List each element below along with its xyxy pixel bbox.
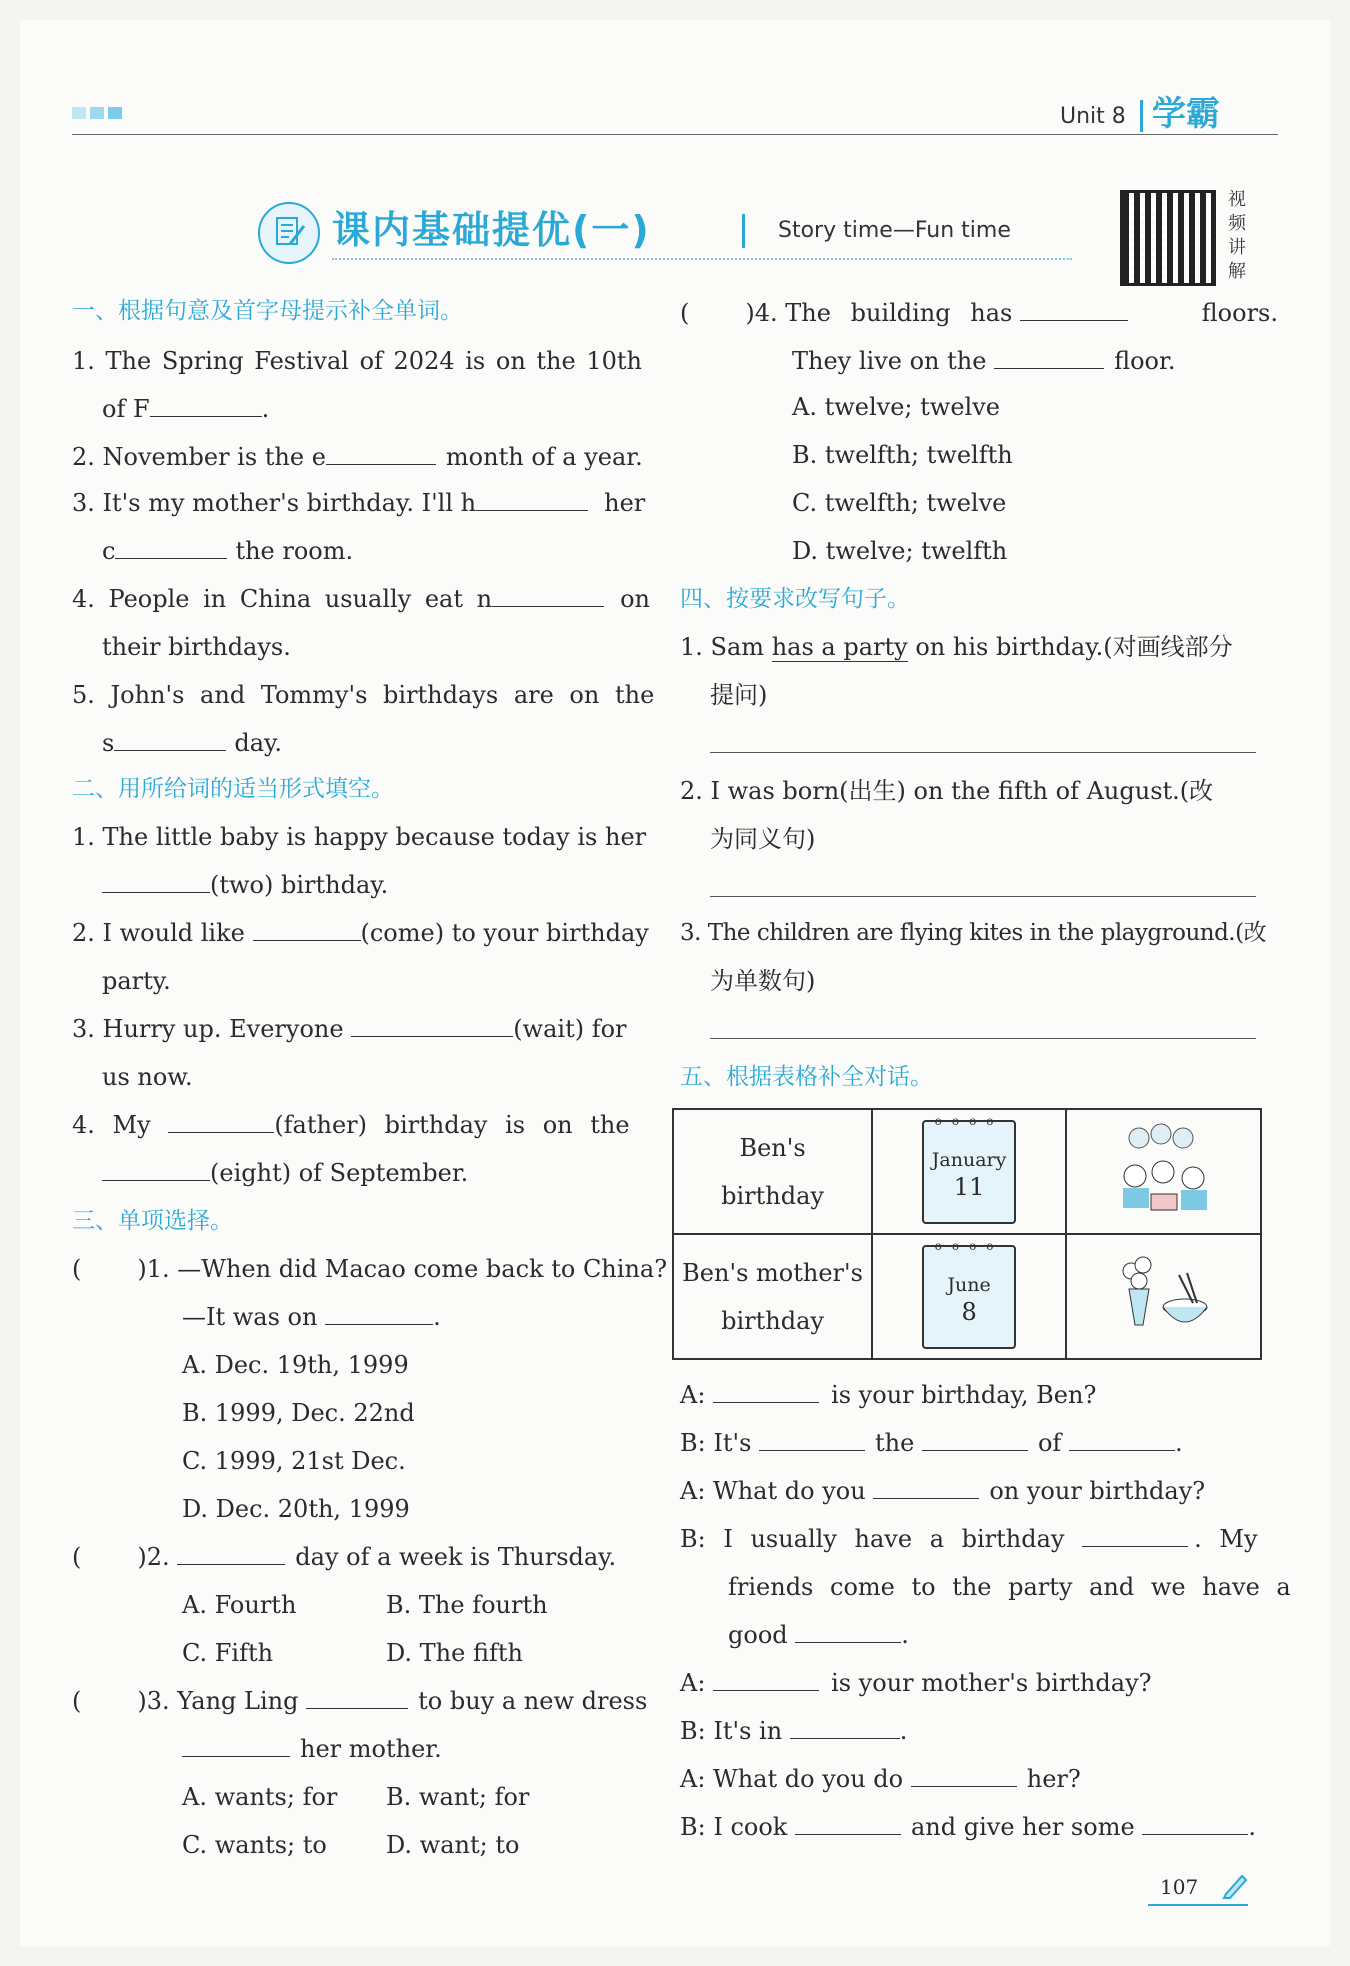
pencil-note-icon [258, 202, 320, 264]
blank[interactable] [150, 394, 262, 417]
p2-q4-line2: (eight) of September. [102, 1158, 468, 1188]
answer-line-3[interactable] [710, 1038, 1256, 1039]
mcq-3-stem-2: her mother. [182, 1734, 442, 1764]
qr-code[interactable] [1120, 190, 1216, 286]
p2-q2-line2: party. [102, 967, 171, 995]
underlined-phrase: has a party [771, 633, 908, 661]
row2-day: 8 [961, 1297, 977, 1326]
p1-q4-line1: 4. People in China usually eat n on [72, 585, 650, 613]
blank[interactable] [1082, 1524, 1188, 1547]
section-2-heading: 二、用所给词的适当形式填空。 [72, 776, 394, 802]
blank[interactable] [325, 1302, 433, 1325]
p4-q1-line2: 提问) [710, 681, 768, 709]
p1-q2: 2. November is the e month of a year. [72, 443, 643, 471]
p1-q4-line2: their birthdays. [102, 633, 291, 661]
unit-label: Unit 8 [1060, 104, 1126, 129]
row2-month: June [947, 1273, 991, 1296]
mcq-1-stem-2: —It was on . [182, 1303, 441, 1331]
mcq-2-option-b[interactable]: B. The fourth [386, 1591, 548, 1619]
p4-q3-line1: 3. The children are flying kites in the playground.(改 [680, 920, 1267, 946]
p2-q1-line2: (two) birthday. [102, 870, 388, 900]
mcq-3-option-d[interactable]: D. want; to [386, 1831, 520, 1859]
dialogue-4-line1: B: I usually have a birthday . My [680, 1525, 1258, 1553]
header-bar-divider [1140, 100, 1143, 132]
blank[interactable] [351, 1014, 513, 1037]
answer-line-1[interactable] [710, 752, 1256, 753]
section-3-heading: 三、单项选择。 [72, 1208, 233, 1234]
mcq-1-stem: ( )1. —When did Macao come back to China? [72, 1255, 668, 1283]
p2-q2-line1: 2. I would like (come) to your birthday [72, 919, 649, 947]
page-subtitle: Story time—Fun time [778, 218, 1011, 243]
row2-calendar: oooo June 8 [872, 1234, 1066, 1359]
dialogue-6: B: It's in . [680, 1717, 908, 1745]
p2-q4-line1: 4. My (father) birthday is on the [72, 1111, 630, 1139]
mcq-2-stem: ( )2. day of a week is Thursday. [72, 1543, 617, 1571]
mcq-1-option-d[interactable]: D. Dec. 20th, 1999 [182, 1495, 410, 1523]
p1-q5-line1: 5. John's and Tommy's birthdays are on the [72, 681, 655, 709]
blank[interactable] [713, 1380, 819, 1403]
blank[interactable] [115, 536, 227, 559]
row1-day: 11 [953, 1172, 985, 1201]
mcq-3-option-b[interactable]: B. want; for [386, 1783, 530, 1811]
blank[interactable] [326, 442, 436, 465]
blank[interactable] [114, 728, 226, 751]
dialogue-4-line2: friends come to the party and we have a [728, 1573, 1291, 1601]
blank[interactable] [1142, 1812, 1248, 1835]
mcq-2-option-c[interactable]: C. Fifth [182, 1639, 274, 1667]
row1-month: January [931, 1148, 1007, 1171]
mcq-4-option-d[interactable]: D. twelve; twelfth [792, 537, 1008, 565]
mcq-4-stem: ( )4. The building has floors. [680, 299, 1278, 327]
blank[interactable] [102, 870, 210, 893]
blank[interactable] [713, 1668, 819, 1691]
blank[interactable] [476, 488, 588, 511]
p4-q1-line1: 1. Sam has a party on his birthday.(对画线部分 [680, 633, 1233, 661]
p2-q3-line2: us now. [102, 1063, 193, 1091]
row1-calendar: oooo January 11 [872, 1109, 1066, 1234]
blank[interactable] [795, 1812, 901, 1835]
mcq-1-option-b[interactable]: B. 1999, Dec. 22nd [182, 1399, 415, 1427]
blank[interactable] [182, 1734, 290, 1757]
pencil-icon [1220, 1870, 1250, 1904]
blank[interactable] [911, 1764, 1017, 1787]
mcq-2-option-d[interactable]: D. The fifth [386, 1639, 523, 1667]
dialogue-2: B: It's the of . [680, 1429, 1183, 1457]
p1-q1-line1: 1. The Spring Festival of 2024 is on the 10th [72, 347, 642, 375]
p2-q3-line1: 3. Hurry up. Everyone (wait) for [72, 1015, 627, 1043]
dialogue-3: A: What do you on your birthday? [680, 1477, 1206, 1505]
section-1-heading: 一、根据句意及首字母提示补全单词。 [72, 298, 463, 324]
mcq-4-option-c[interactable]: C. twelfth; twelve [792, 489, 1007, 517]
blank[interactable] [790, 1716, 900, 1739]
blank[interactable] [492, 584, 604, 607]
blank[interactable] [994, 346, 1104, 369]
dialogue-4-line3: good . [728, 1621, 909, 1649]
mcq-3-option-c[interactable]: C. wants; to [182, 1831, 327, 1859]
blank[interactable] [873, 1476, 979, 1499]
blank[interactable] [168, 1110, 274, 1133]
blank[interactable] [1020, 298, 1128, 321]
mcq-3-option-a[interactable]: A. wants; for [182, 1783, 338, 1811]
header-rule [72, 134, 1278, 135]
page-number: 107 [1160, 1875, 1199, 1899]
dialogue-1: A: is your birthday, Ben? [680, 1381, 1097, 1409]
blank[interactable] [177, 1542, 285, 1565]
blank[interactable] [1069, 1428, 1175, 1451]
mcq-3-stem: ( )3. Yang Ling to buy a new dress [72, 1687, 648, 1715]
p1-q5-line2: s day. [102, 729, 282, 757]
mcq-2-option-a[interactable]: A. Fourth [182, 1591, 297, 1619]
section-5-heading: 五、根据表格补全对话。 [680, 1064, 933, 1090]
mcq-4-option-b[interactable]: B. twelfth; twelfth [792, 441, 1013, 469]
p4-q2-line1: 2. I was born(出生) on the fifth of August.(改 [680, 777, 1214, 805]
mcq-4-option-a[interactable]: A. twelve; twelve [792, 393, 1000, 421]
mcq-1-option-a[interactable]: A. Dec. 19th, 1999 [182, 1351, 409, 1379]
workbook-page [20, 20, 1330, 1946]
p4-q2-line2: 为同义句) [710, 825, 816, 853]
mcq-4-stem-2: They live on the floor. [792, 347, 1176, 375]
brand-logo: 学霸 [1152, 94, 1220, 134]
title-dotted-line [332, 258, 1072, 260]
header-decoration [72, 104, 122, 123]
party-picture-icon [1066, 1109, 1261, 1234]
section-4-heading: 四、按要求改写句子。 [680, 586, 910, 612]
flowers-noodles-icon [1066, 1234, 1261, 1359]
page-title: 课内基础提优(一) [332, 208, 651, 252]
blank[interactable] [759, 1428, 865, 1451]
mcq-1-option-c[interactable]: C. 1999, 21st Dec. [182, 1447, 406, 1475]
row1-label: Ben's birthday [673, 1109, 872, 1234]
row2-label: Ben's mother's birthday [673, 1234, 872, 1359]
p4-q3-line2: 为单数句) [710, 967, 816, 995]
p1-q3-line2: c the room. [102, 537, 354, 565]
title-divider [742, 214, 745, 248]
blank[interactable] [102, 1158, 210, 1181]
blank[interactable] [795, 1620, 901, 1643]
dialogue-7: A: What do you do her? [680, 1765, 1081, 1793]
answer-line-2[interactable] [710, 896, 1256, 897]
footer-rule [1148, 1904, 1248, 1906]
p1-q1-line2: of F . [102, 395, 270, 423]
birthday-table [672, 1108, 1262, 1360]
dialogue-8: B: I cook and give her some . [680, 1813, 1256, 1841]
blank[interactable] [922, 1428, 1028, 1451]
blank[interactable] [306, 1686, 408, 1709]
blank[interactable] [253, 918, 361, 941]
p1-q3-line1: 3. It's my mother's birthday. I'll h her [72, 489, 646, 517]
dialogue-5: A: is your mother's birthday? [680, 1669, 1152, 1697]
qr-label: 视 频 讲 解 [1228, 189, 1246, 282]
p2-q1-line1: 1. The little baby is happy because today is her [72, 823, 647, 851]
